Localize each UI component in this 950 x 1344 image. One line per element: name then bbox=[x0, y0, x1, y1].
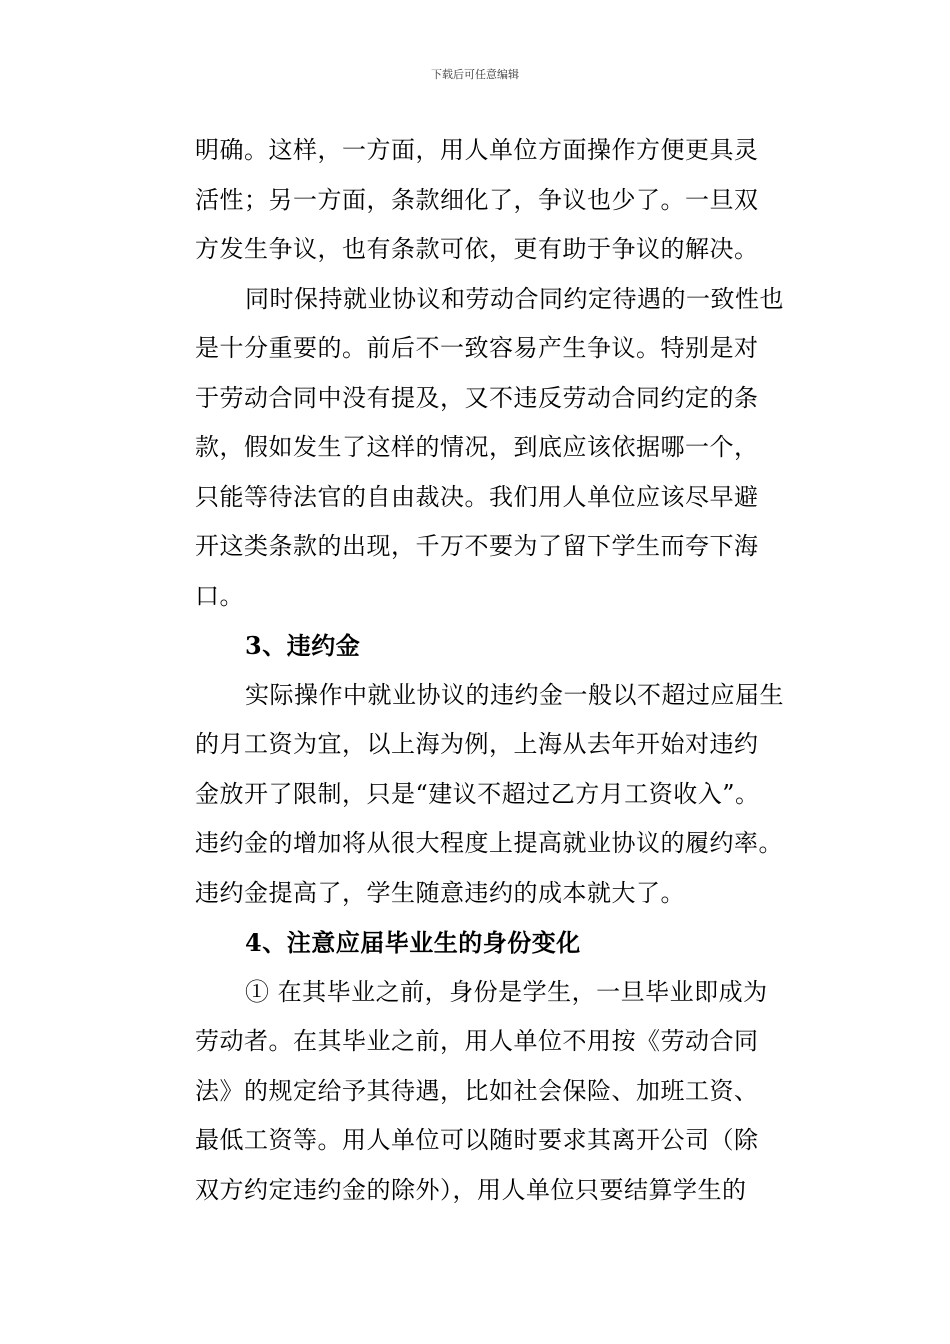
paragraph-line: 的月工资为宜，以上海为例，上海从去年开始对违约 bbox=[195, 730, 759, 758]
paragraph-line: 最低工资等。用人单位可以随时要求其离开公司（除 bbox=[195, 1126, 759, 1154]
paragraph-line: 法》的规定给予其待遇，比如社会保险、加班工资、 bbox=[195, 1076, 759, 1105]
paragraph-line: 是十分重要的。前后不一致容易产生争议。特别是对 bbox=[195, 334, 759, 362]
paragraph-line: 款，假如发生了这样的情况，到底应该依据哪一个， bbox=[195, 433, 759, 461]
paragraph-line: 劳动者。在其毕业之前，用人单位不用按《劳动合同 bbox=[195, 1027, 759, 1055]
paragraph-line: 明确。这样，一方面，用人单位方面操作方便更具灵 bbox=[195, 136, 759, 164]
paragraph-line: 同时保持就业协议和劳动合同约定待遇的一致性也 bbox=[245, 284, 784, 313]
document-body bbox=[195, 126, 815, 1215]
paragraph-line: 只能等待法官的自由裁决。我们用人单位应该尽早避 bbox=[195, 482, 759, 511]
paragraph-line: 双方约定违约金的除外），用人单位只要结算学生的 bbox=[195, 1175, 747, 1204]
paragraph-line: 实际操作中就业协议的违约金一般以不超过应届生 bbox=[245, 680, 784, 709]
section-heading-graduate-status: 4、注意应届毕业生的身份变化 bbox=[245, 928, 581, 957]
paragraph-line: ① 在其毕业之前，身份是学生，一旦毕业即成为 bbox=[245, 977, 768, 1006]
paragraph-line: 违约金提高了，学生随意违约的成本就大了。 bbox=[195, 878, 685, 907]
section-heading-penalty: 3、违约金 bbox=[245, 631, 361, 660]
paragraph-line: 开这类条款的出现，千万不要为了留下学生而夸下海 bbox=[195, 532, 759, 560]
paragraph-line: 金放开了限制，只是“建议不超过乙方月工资收入”。 bbox=[195, 779, 760, 808]
paragraph-line: 违约金的增加将从很大程度上提高就业协议的履约率。 bbox=[195, 829, 783, 857]
paragraph-line: 活性；另一方面，条款细化了，争议也少了。一旦双 bbox=[195, 185, 759, 214]
paragraph-line: 方发生争议，也有条款可依，更有助于争议的解决。 bbox=[195, 235, 759, 263]
paragraph-line: 口。 bbox=[195, 581, 244, 610]
download-note: 下载后可任意编辑 bbox=[431, 68, 519, 81]
paragraph-line: 于劳动合同中没有提及，又不违反劳动合同约定的条 bbox=[195, 383, 759, 412]
